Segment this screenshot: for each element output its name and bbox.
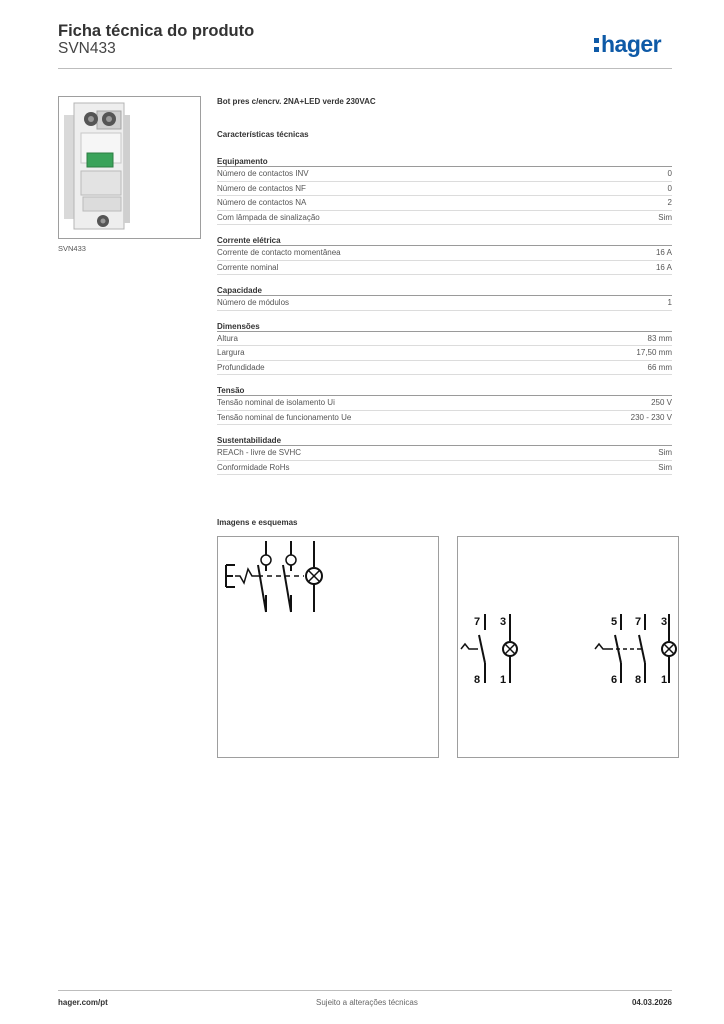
spec-section-dimensoes	[217, 321, 672, 376]
terminal-label: 3	[661, 616, 668, 628]
spec-value: 16 A	[655, 262, 672, 272]
hager-logo	[594, 28, 674, 60]
spec-label: Número de contactos NA	[217, 198, 307, 207]
terminal-label: 7	[474, 616, 481, 628]
spec-value: 17,50 mm	[636, 348, 672, 357]
header-divider	[58, 68, 672, 69]
pushbutton-symbol	[218, 537, 438, 757]
spec-row	[217, 196, 672, 211]
spec-label: Altura	[217, 333, 238, 343]
product-image-caption: SVN433	[58, 244, 86, 253]
product-photo	[59, 97, 200, 238]
symbol-diagram	[217, 536, 439, 758]
spec-value: 230 - 230 V	[630, 412, 672, 422]
terminal-label: 1	[500, 674, 507, 686]
wiring-diagram	[457, 536, 679, 758]
spec-label: Corrente de contacto momentânea	[217, 248, 341, 257]
spec-row	[217, 396, 672, 411]
terminal-label: 8	[474, 674, 481, 686]
spec-value: 83 mm	[647, 333, 672, 343]
spec-label: Número de contactos INV	[217, 169, 309, 178]
footer-divider	[58, 990, 672, 991]
spec-row	[217, 261, 672, 276]
spec-section-title: Capacidade	[217, 285, 672, 296]
spec-value: 0	[667, 183, 672, 193]
spec-section-tensao	[217, 385, 672, 425]
spec-value: 0	[667, 169, 672, 178]
terminal-label: 3	[500, 616, 507, 628]
spec-section-title: Dimensões	[217, 321, 672, 332]
spec-row	[217, 461, 672, 476]
terminal-label: 5	[611, 616, 618, 628]
footer-disclaimer: Sujeito a alterações técnicas	[316, 998, 418, 1007]
spec-label: Corrente nominal	[217, 262, 279, 272]
terminal-label: 6	[611, 674, 618, 686]
footer-date: 04.03.2026	[631, 998, 672, 1007]
spec-label: Tensão nominal de isolamento Ui	[217, 398, 335, 407]
terminal-label: 8	[635, 674, 642, 686]
spec-label: Largura	[217, 348, 245, 357]
spec-value: 2	[667, 198, 672, 207]
product-image	[58, 96, 201, 239]
spec-row	[217, 246, 672, 261]
spec-section-capacidade	[217, 285, 672, 311]
footer-website[interactable]: hager.com/pt	[58, 998, 108, 1007]
spec-section-equipamento	[217, 156, 672, 225]
terminal-label: 7	[635, 616, 642, 628]
spec-row	[217, 446, 672, 461]
spec-value: 1	[667, 298, 672, 307]
spec-label: Profundidade	[217, 362, 265, 372]
spec-row	[217, 332, 672, 347]
spec-row	[217, 296, 672, 311]
terminal-label: 1	[661, 674, 668, 686]
spec-row	[217, 182, 672, 197]
spec-section-sustentabilidade	[217, 435, 672, 475]
spec-label: Número de contactos NF	[217, 183, 306, 193]
spec-label: REACh - livre de SVHC	[217, 448, 302, 457]
spec-section-title: Tensão	[217, 385, 672, 396]
spec-value: Sim	[658, 212, 672, 222]
spec-section-title: Corrente elétrica	[217, 235, 672, 246]
page-title: Ficha técnica do produto	[58, 22, 255, 40]
spec-value: Sim	[658, 462, 672, 472]
spec-label: Número de módulos	[217, 298, 290, 307]
spec-section-title: Sustentabilidade	[217, 435, 672, 446]
product-description: Bot pres c/encrv. 2NA+LED verde 230VAC	[217, 97, 376, 106]
specs-title: Características técnicas	[217, 130, 309, 139]
spec-label: Tensão nominal de funcionamento Ue	[217, 412, 352, 422]
spec-value: 16 A	[655, 248, 672, 257]
spec-value: 66 mm	[647, 362, 672, 372]
spec-section-title: Equipamento	[217, 156, 672, 167]
spec-value: 250 V	[651, 398, 672, 407]
spec-row	[217, 411, 672, 426]
images-title: Imagens e esquemas	[217, 518, 298, 527]
spec-value: Sim	[658, 448, 672, 457]
spec-label: Conformidade RoHs	[217, 462, 290, 472]
spec-label: Com lâmpada de sinalização	[217, 212, 320, 222]
spec-row	[217, 361, 672, 376]
specs-table	[217, 156, 672, 485]
spec-row	[217, 167, 672, 182]
spec-row	[217, 211, 672, 226]
spec-row	[217, 346, 672, 361]
wiring-symbols	[458, 537, 678, 757]
spec-section-corrente	[217, 235, 672, 275]
logo-text: hager	[601, 31, 662, 57]
product-code: SVN433	[58, 40, 116, 57]
